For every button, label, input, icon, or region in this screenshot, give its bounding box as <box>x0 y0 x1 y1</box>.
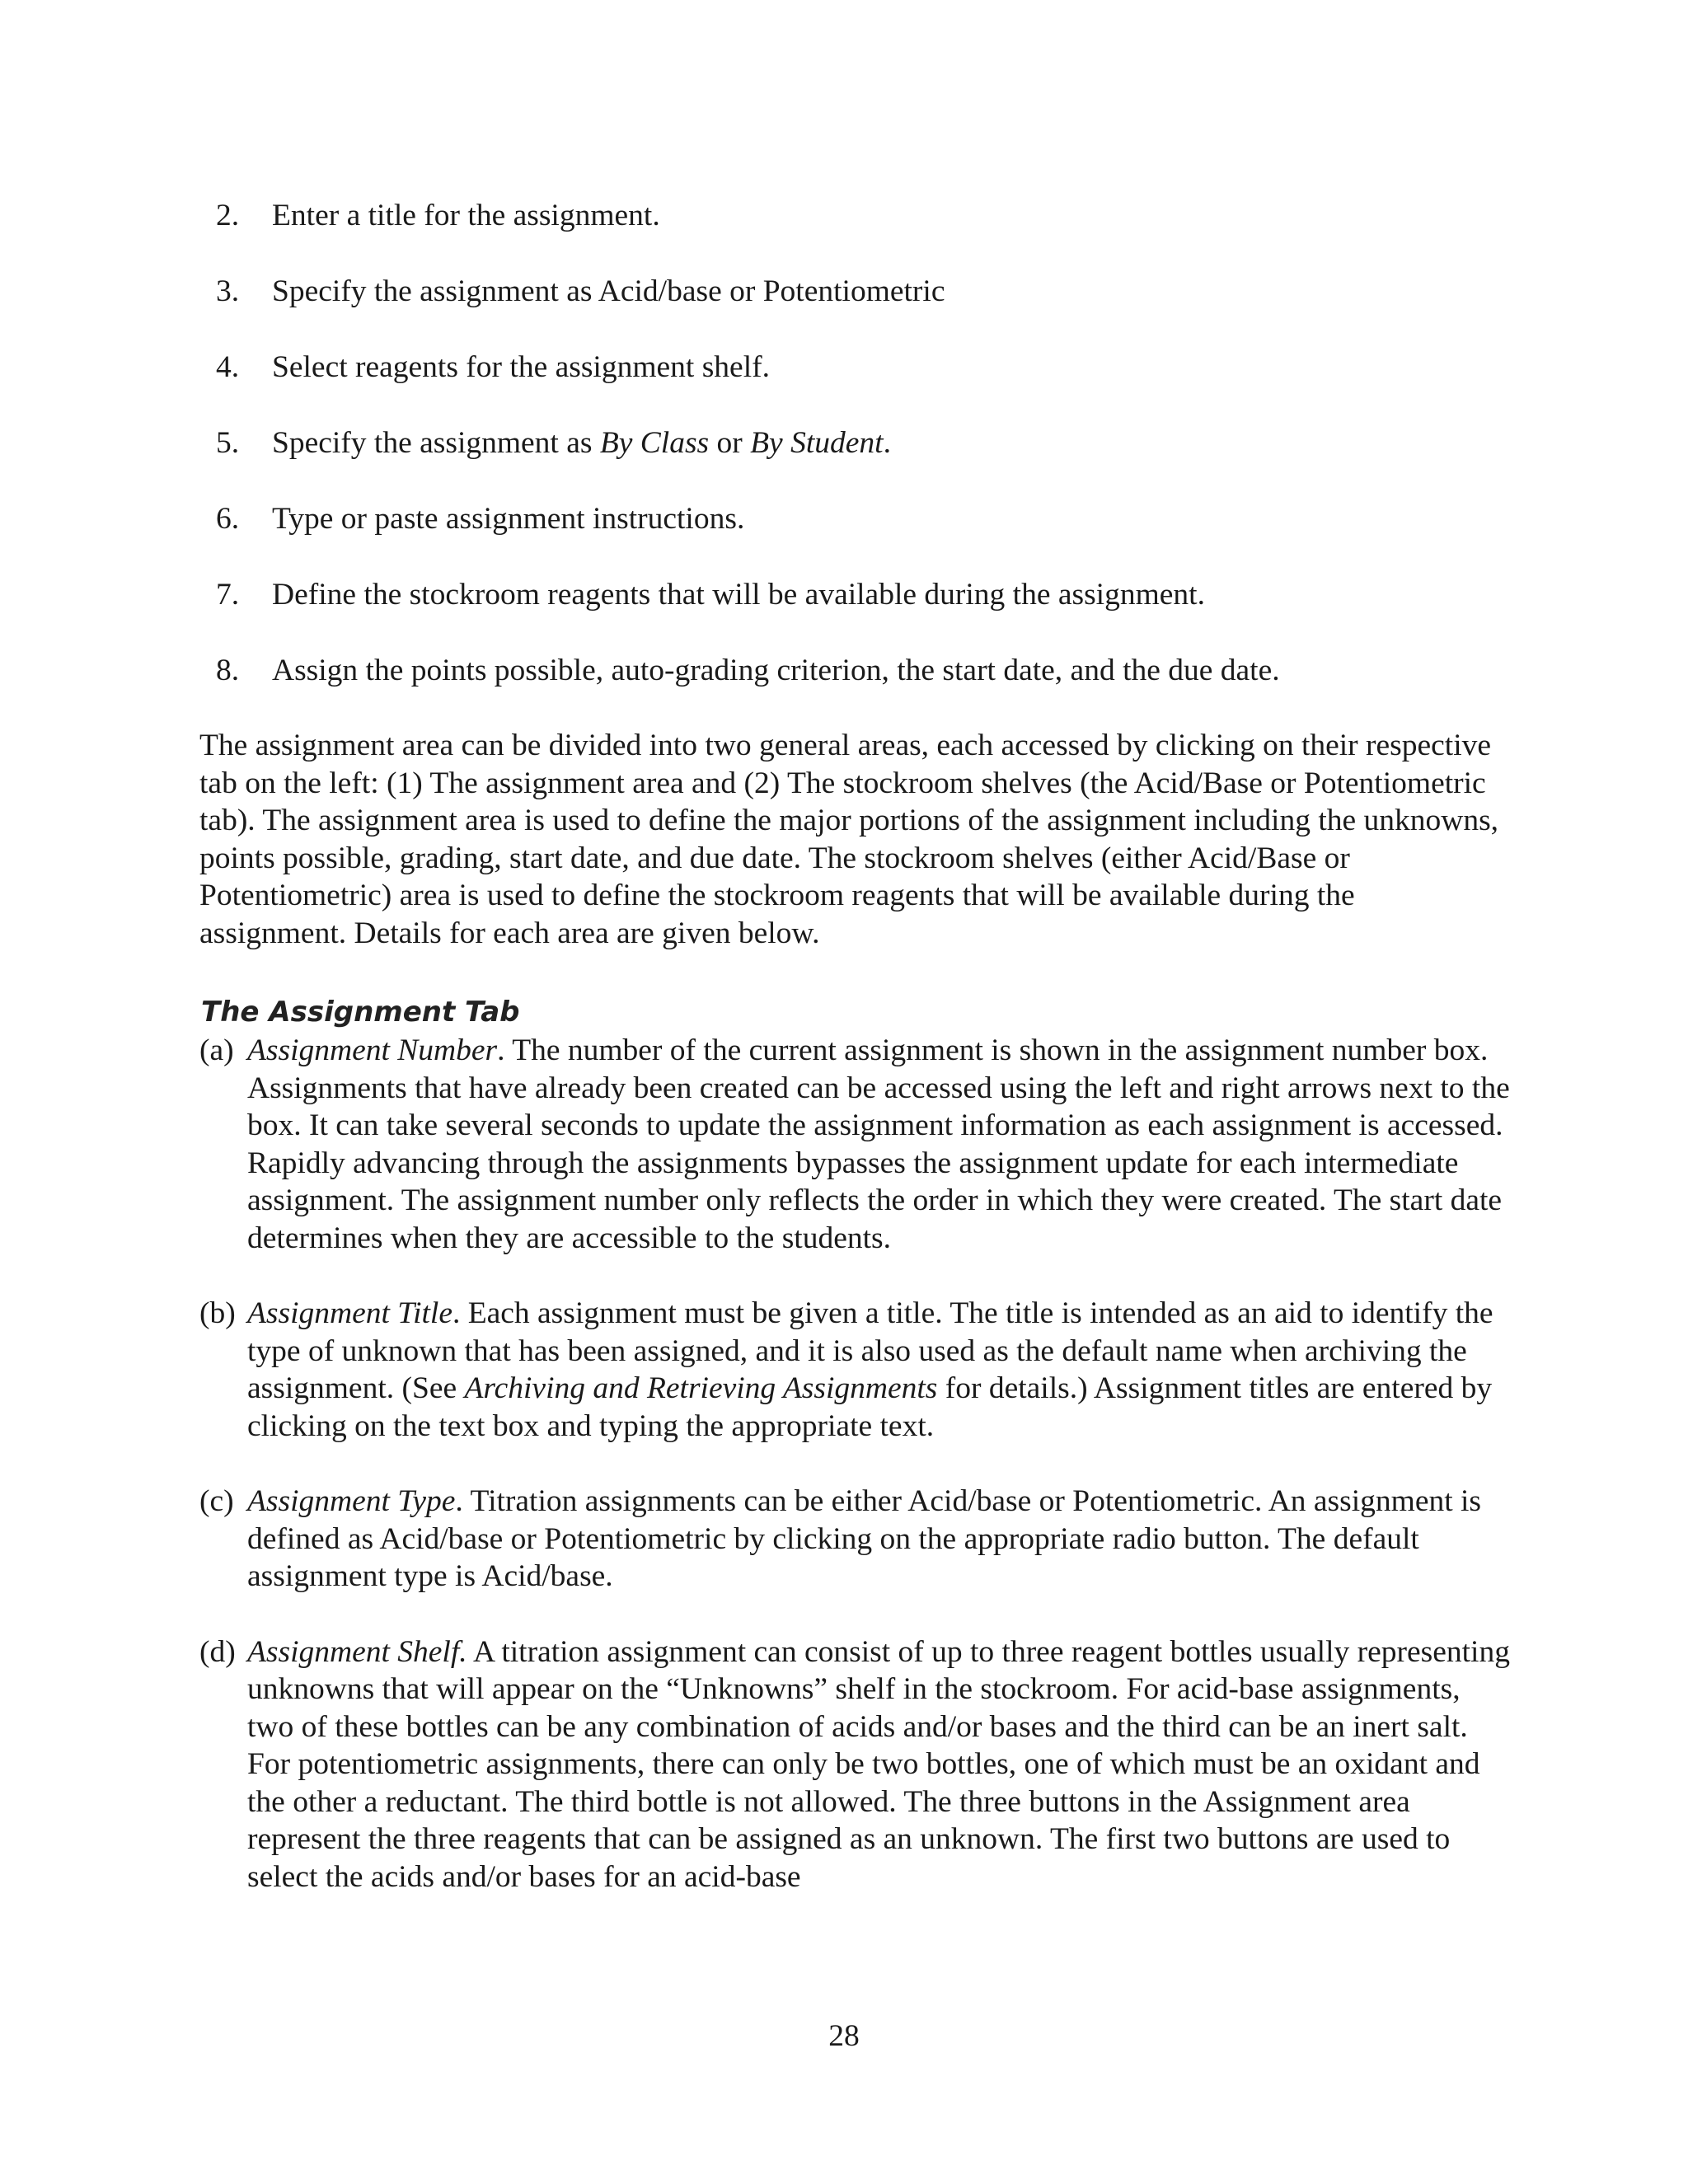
list-item <box>216 575 1502 615</box>
item-label: (d) <box>199 1634 236 1669</box>
step-text-part: . <box>883 426 891 460</box>
step-text: Select reagents for the assignment shelf. <box>272 350 770 384</box>
step-text-part: Specify the assignment as <box>272 426 600 460</box>
step-number: 6. <box>216 502 240 536</box>
step-number: 4. <box>216 350 240 384</box>
item-text: . The number of the current assignment is shown in the assignment number box. Assignments that have already been created can be accessed using the left and right arrows next to the box. It can take several seconds to update the assignment information as each assignment is accessed. Rapidly advancing through the assignments bypasses the assignment update for each intermediate assignment. The assignment number only reflects the order in which they were created. The start date determines when they are accessible to the students. <box>247 1033 1510 1255</box>
item-text: for details.) Assignment titles are entered by clicking on the text box and typing the appropriate text. <box>247 1371 1493 1443</box>
item-body <box>247 1633 1510 1896</box>
item-label: (c) <box>199 1484 234 1518</box>
list-item <box>216 424 1502 463</box>
step-number: 7. <box>216 578 240 612</box>
item-term: Assignment Shelf. <box>247 1634 467 1669</box>
step-text: Enter a title for the assignment. <box>272 199 660 232</box>
step-text: Assign the points possible, auto-grading criterion, the start date, and the due date. <box>272 654 1280 687</box>
item-text: A titration assignment can consist of up to three reagent bottles usually representing unknowns that will appear on the “Unknowns” shelf in the stockroom. For acid-base assignments, two of these bottles can be any combination of acids and/or bases and the third can be an inert salt. For potentiometric assignments, there can only be two bottles, one of which must be an oxidant and the other a reductant. The third bottle is not allowed. The three buttons in the Assignment area represent the three reagents that can be assigned as an unknown. The first two buttons are used to select the acids and/or bases for an acid-base <box>247 1634 1510 1894</box>
step-text <box>272 424 1502 463</box>
step-emphasis: By Class <box>599 426 710 460</box>
step-text: Define the stockroom reagents that will be available during the assignment. <box>272 578 1205 612</box>
item-reference: Archiving and Retrieving Assignments <box>464 1371 938 1405</box>
item-term: Assignment Title <box>247 1296 452 1330</box>
list-item <box>216 272 1502 312</box>
intro-paragraph: The assignment area can be divided into two general areas, each accessed by clicking on their respective tab on the left: (1) The assignment area and (2) The stockroom shelves (the Acid/Base or Potentiometric tab). The assignment area is used to define the major portions of the assignment including the unknowns, points possible, grading, start date, and due date. The stockroom shelves (either Acid/Base or Potentiometric) area is used to define the stockroom reagents that will be available during the assignment. Details for each area are given below. <box>199 729 1499 950</box>
step-text: Type or paste assignment instructions. <box>272 502 745 536</box>
step-number: 5. <box>216 426 240 460</box>
step-number: 3. <box>216 274 240 308</box>
list-item <box>199 1032 1510 1257</box>
item-label: (b) <box>199 1296 236 1330</box>
definition-list <box>199 1032 1510 1933</box>
item-label: (a) <box>199 1033 234 1067</box>
item-text: . Titration assignments can be either Acid/base or Potentiometric. An assignment is defined as Acid/base or Potentiometric by clicking on the appropriate radio button. The default assignment type is Acid/base. <box>247 1484 1482 1593</box>
item-body <box>247 1295 1510 1445</box>
step-emphasis: By Student <box>750 426 884 460</box>
numbered-steps-list <box>216 196 1502 727</box>
step-number: 2. <box>216 199 240 232</box>
item-text: . Each assignment must be given a title. The title is intended as an aid to identify the type of unknown that has been assigned, and it is also used as the default name when archiving the assignment. (See <box>247 1296 1493 1405</box>
list-item <box>199 1633 1510 1896</box>
list-item <box>216 348 1502 387</box>
list-item <box>216 499 1502 539</box>
list-item <box>216 651 1502 691</box>
step-text: Specify the assignment as Acid/base or Potentiometric <box>272 274 945 308</box>
item-body <box>247 1483 1510 1596</box>
section-heading: The Assignment Tab <box>201 996 520 1029</box>
item-body <box>247 1032 1510 1257</box>
item-term: Assignment Number <box>247 1033 498 1067</box>
list-item <box>216 196 1502 236</box>
item-term: Assignment Type <box>247 1484 456 1518</box>
list-item <box>199 1295 1510 1445</box>
step-number: 8. <box>216 654 240 687</box>
step-text-part: or <box>709 426 751 460</box>
page-number: 28 <box>828 2019 860 2053</box>
list-item <box>199 1483 1510 1596</box>
